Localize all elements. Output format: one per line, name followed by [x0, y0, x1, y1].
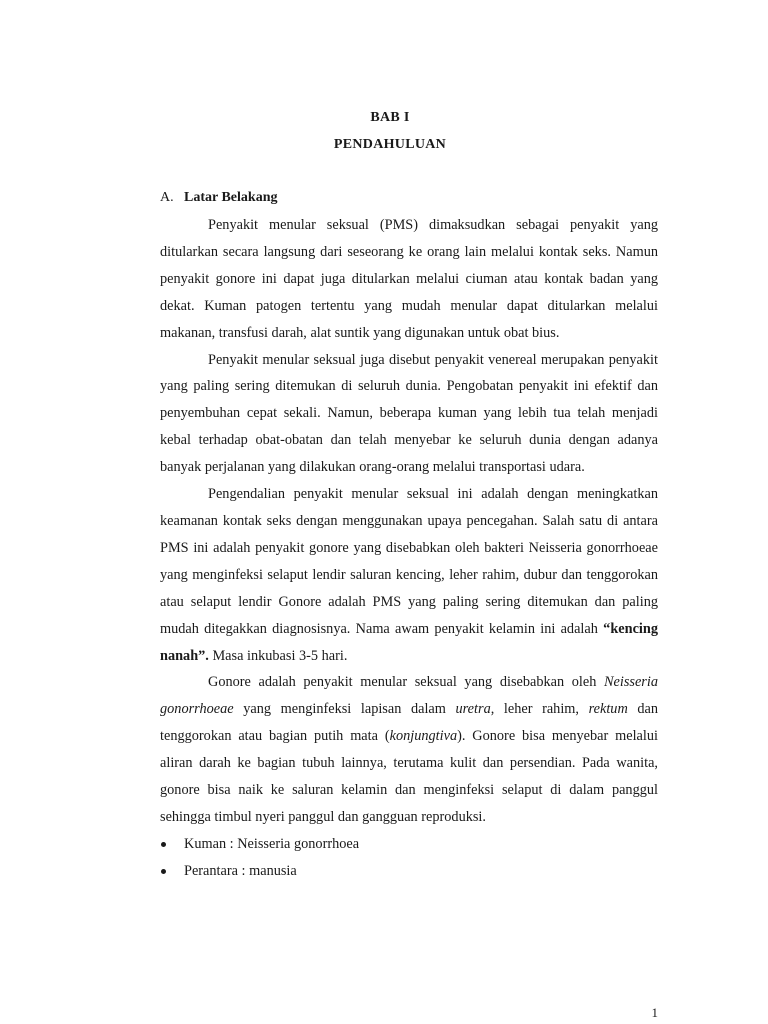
bullet-text: Kuman : Neisseria gonorrhoea [184, 835, 360, 852]
bullet-dot-icon [161, 869, 166, 874]
section-heading [160, 190, 277, 206]
bullet-text: Perantara : manusia [184, 862, 297, 879]
paragraph-4-part-4: dan tenggorokan atau bagian putih mata ( [160, 701, 659, 745]
bullet-list [160, 831, 658, 885]
paragraph-4-italic-4: konjungtiva [389, 728, 458, 745]
paragraph-4-part-2: yang menginfeksi lapisan dalam [233, 701, 456, 718]
paragraph-4-part-1: Gonore adalah penyakit menular seksual yang disebabkan oleh [208, 674, 604, 691]
paragraph-3-text: Pengendalian penyakit menular seksual ini adalah dengan meningkatkan keamanan kontak seks dengan menggunakan upaya pencegahan. Salah satu di antara PMS ini adalah penyakit gonore yang disebabkan oleh bakteri Neisseria gonorrhoeae yang menginfeksi selaput lendir saluran kencing, leher rahim, dubur dan tenggorokan atau selaput lendir Gonore adalah PMS yang paling sering ditemukan dan paling mudah ditegakkan diagnosisnya. Nama awam penyakit kelamin ini adalah [160, 486, 658, 637]
bullet-dot-icon [161, 842, 166, 847]
paragraph-4 [160, 669, 658, 830]
section-letter: A. [160, 190, 174, 205]
paragraph-4-italic-1: Neisseria gonorrhoeae [160, 674, 658, 718]
body-text [160, 212, 658, 885]
bullet-item [160, 831, 658, 858]
paragraph-3-bold-term: “kencing nanah”. [160, 620, 658, 664]
paragraph-3 [160, 481, 658, 669]
paragraph-4-part-5: ). Gonore bisa menyebar melalui aliran darah ke bagian tubuh lainnya, terutama kulit dan persendian. Pada wanita, gonore bisa naik ke saluran kelamin dan menginfeksi selaput di dalam panggul sehingga timbul nyeri panggul dan gangguan reproduksi. [160, 728, 658, 825]
paragraph-1: Penyakit menular seksual (PMS) dimaksudkan sebagai penyakit yang ditularkan secara langsung dari seseorang ke orang lain melalui kontak seks. Namun penyakit gonore ini dapat juga ditularkan melalui ciuman atau kontak badan yang dekat. Kuman patogen tertentu yang mudah menular dapat ditularkan melalui makanan, transfusi darah, alat suntik yang digunakan untuk obat bius. [160, 217, 658, 341]
chapter-number: BAB I [370, 110, 410, 125]
paragraph-3-tail: Masa inkubasi 3-5 hari. [208, 647, 348, 664]
paragraph-2: Penyakit menular seksual juga disebut penyakit venereal merupakan penyakit yang paling sering ditemukan di seluruh dunia. Pengobatan penyakit ini efektif dan penyembuhan cepat sekali. Namun, beberapa kuman yang lebih tua telah menjadi kebal terhadap obat-obatan dan telah menyebar ke seluruh dunia dengan adanya banyak perjalanan yang dilakukan orang-orang melalui transportasi udara. [160, 351, 658, 476]
paragraph-4-part-3: , leher rahim, [490, 701, 589, 718]
chapter-title: PENDAHULUAN [333, 137, 447, 152]
page-number: 1 [651, 1005, 658, 1020]
paragraph-4-italic-3: rektum [588, 701, 628, 718]
bullet-item [160, 858, 658, 885]
paragraph-4-italic-2: uretra [455, 701, 491, 718]
section-title: Latar Belakang [184, 190, 278, 205]
